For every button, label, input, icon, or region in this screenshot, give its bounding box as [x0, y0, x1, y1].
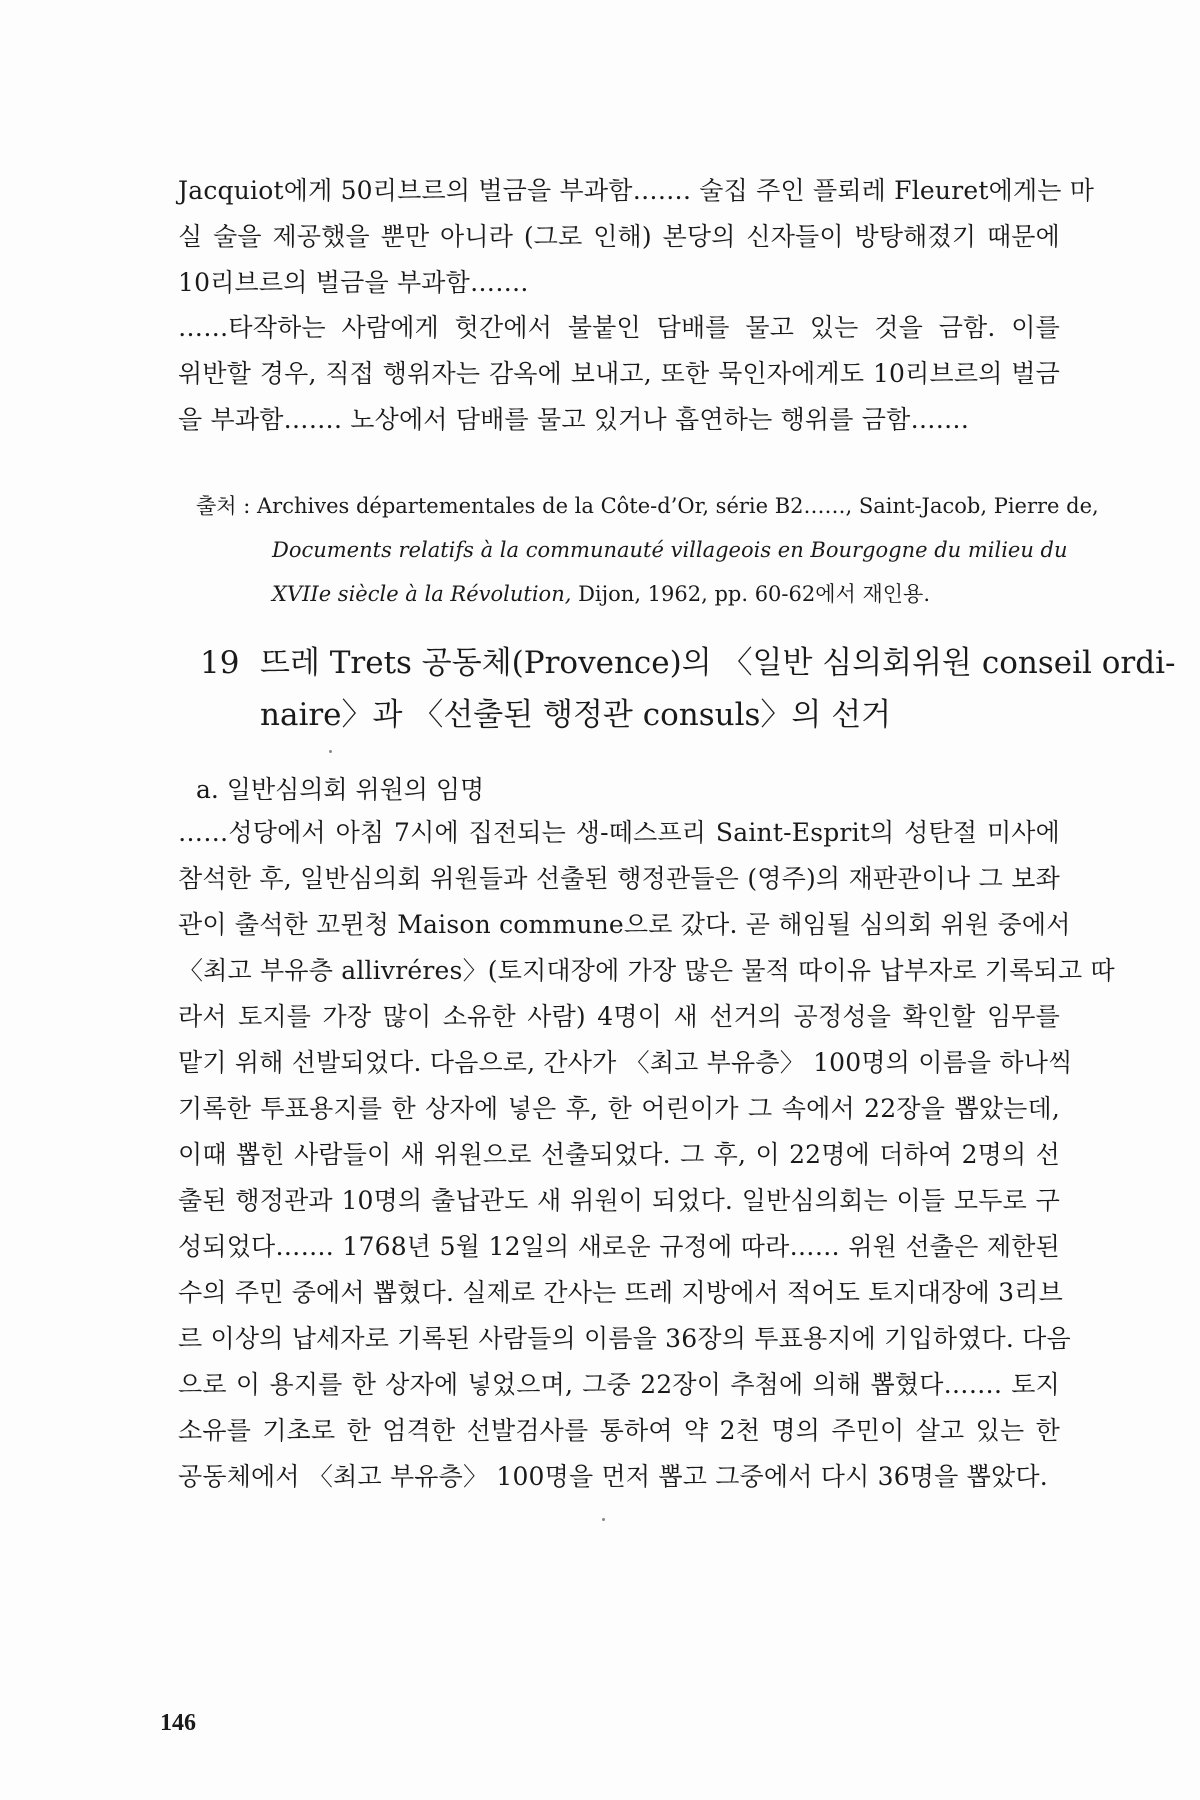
text-line: 이때 뽑힌 사람들이 새 위원으로 선출되었다. 그 후, 이 22명에 더하여 2명의 선: [178, 1140, 1060, 1169]
text-line: 실 술을 제공했을 뿐만 아니라 (그로 인해) 본당의 신자들이 방탕해졌기 때문에: [178, 222, 1060, 251]
source-label: 출처 :: [196, 494, 251, 518]
source-line-1: [196, 484, 1099, 528]
heading-text-1: 뜨레 Trets 공동체(Provence)의 〈일반 심의회위원 conseil ordi-: [260, 645, 1176, 681]
source-citation: [196, 484, 1099, 616]
text-line: 출된 행정관과 10명의 출납관도 새 위원이 되었다. 일반심의회는 이들 모두로 구: [178, 1186, 1060, 1215]
text-line: 기록한 투표용지를 한 상자에 넣은 후, 한 어린이가 그 속에서 22장을 뽑았는데,: [178, 1094, 1060, 1123]
text-line: 르 이상의 납세자로 기록된 사람들의 이름을 36장의 투표용지에 기입하였다. 다음: [178, 1324, 1071, 1353]
section-heading: [200, 637, 1176, 741]
source-text: Archives départementales de la Côte-d’Or, série B2……, Saint-Jacob, Pierre de,: [257, 494, 1099, 518]
source-line-3: [196, 572, 1060, 616]
text-line: ……성당에서 아침 7시에 집전되는 생-떼스프리 Saint-Esprit의 성탄절 미사에: [178, 818, 1060, 847]
text-line: 10리브르의 벌금을 부과함…….: [178, 268, 529, 297]
subsection-heading: a. 일반심의회 위원의 임명: [196, 775, 485, 804]
text-line: 을 부과함……. 노상에서 담배를 물고 있거나 흡연하는 행위를 금함…….: [178, 405, 970, 434]
text-line: 수의 주민 중에서 뽑혔다. 실제로 간사는 뜨레 지방에서 적어도 토지대장에 3리브: [178, 1278, 1063, 1307]
text-line: 성되었다……. 1768년 5월 12일의 새로운 규정에 따라…… 위원 선출은 제한된: [178, 1232, 1060, 1261]
text-line: 참석한 후, 일반심의회 위원들과 선출된 행정관들은 (영주)의 재판관이나 그 보좌: [178, 864, 1060, 893]
source-title-end: XVIIe siècle à la Révolution,: [272, 582, 572, 606]
scan-speck: [329, 750, 332, 753]
paragraph-fines: [178, 168, 1095, 306]
text-line: 위반할 경우, 직접 행위자는 감옥에 보내고, 또한 묵인자에게도 10리브르의 벌금: [178, 359, 1060, 388]
heading-line-2: naire〉과 〈선출된 행정관 consuls〉의 선거: [260, 697, 892, 733]
text-line: 공동체에서 〈최고 부유층〉 100명을 먼저 뽑고 그중에서 다시 36명을 뽑았다.: [178, 1462, 1048, 1491]
text-line: 소유를 기초로 한 엄격한 선발검사를 통하여 약 2천 명의 주민이 살고 있는 한: [178, 1416, 1060, 1445]
text-line: Jacquiot에게 50리브르의 벌금을 부과함……. 술집 주인 플뢰레 Fleuret에게는 마: [178, 176, 1095, 205]
text-line: 라서 토지를 가장 많이 소유한 사람) 4명이 새 선거의 공정성을 확인할 임무를: [178, 1002, 1060, 1031]
source-publication: Dijon, 1962, pp. 60-62에서 재인용.: [571, 582, 931, 606]
text-line: ……타작하는 사람에게 헛간에서 불붙인 담배를 물고 있는 것을 금함. 이를: [178, 313, 1060, 342]
paragraph-election: [178, 810, 1115, 1500]
section-number: 19: [200, 645, 240, 681]
text-line: 맡기 위해 선발되었다. 다음으로, 간사가 〈최고 부유층〉 100명의 이름을 하나씩: [178, 1048, 1073, 1077]
source-line-2: Documents relatifs à la communauté villageois en Bourgogne du milieu du: [272, 538, 1068, 562]
heading-line-1: [200, 637, 1176, 689]
paragraph-tobacco-ban: [178, 305, 1060, 443]
text-line: 으로 이 용지를 한 상자에 넣었으며, 그중 22장이 추첨에 의해 뽑혔다……. 토지: [178, 1370, 1060, 1399]
text-line: 〈최고 부유층 allivréres〉(토지대장에 가장 많은 물적 따이유 납부자로 기록되고 따: [178, 956, 1115, 985]
page-number: 146: [160, 1710, 196, 1736]
scan-speck: [602, 1518, 605, 1521]
text-line: 관이 출석한 꼬뮌청 Maison commune으로 갔다. 곧 해임될 심의회 위원 중에서: [178, 910, 1071, 939]
